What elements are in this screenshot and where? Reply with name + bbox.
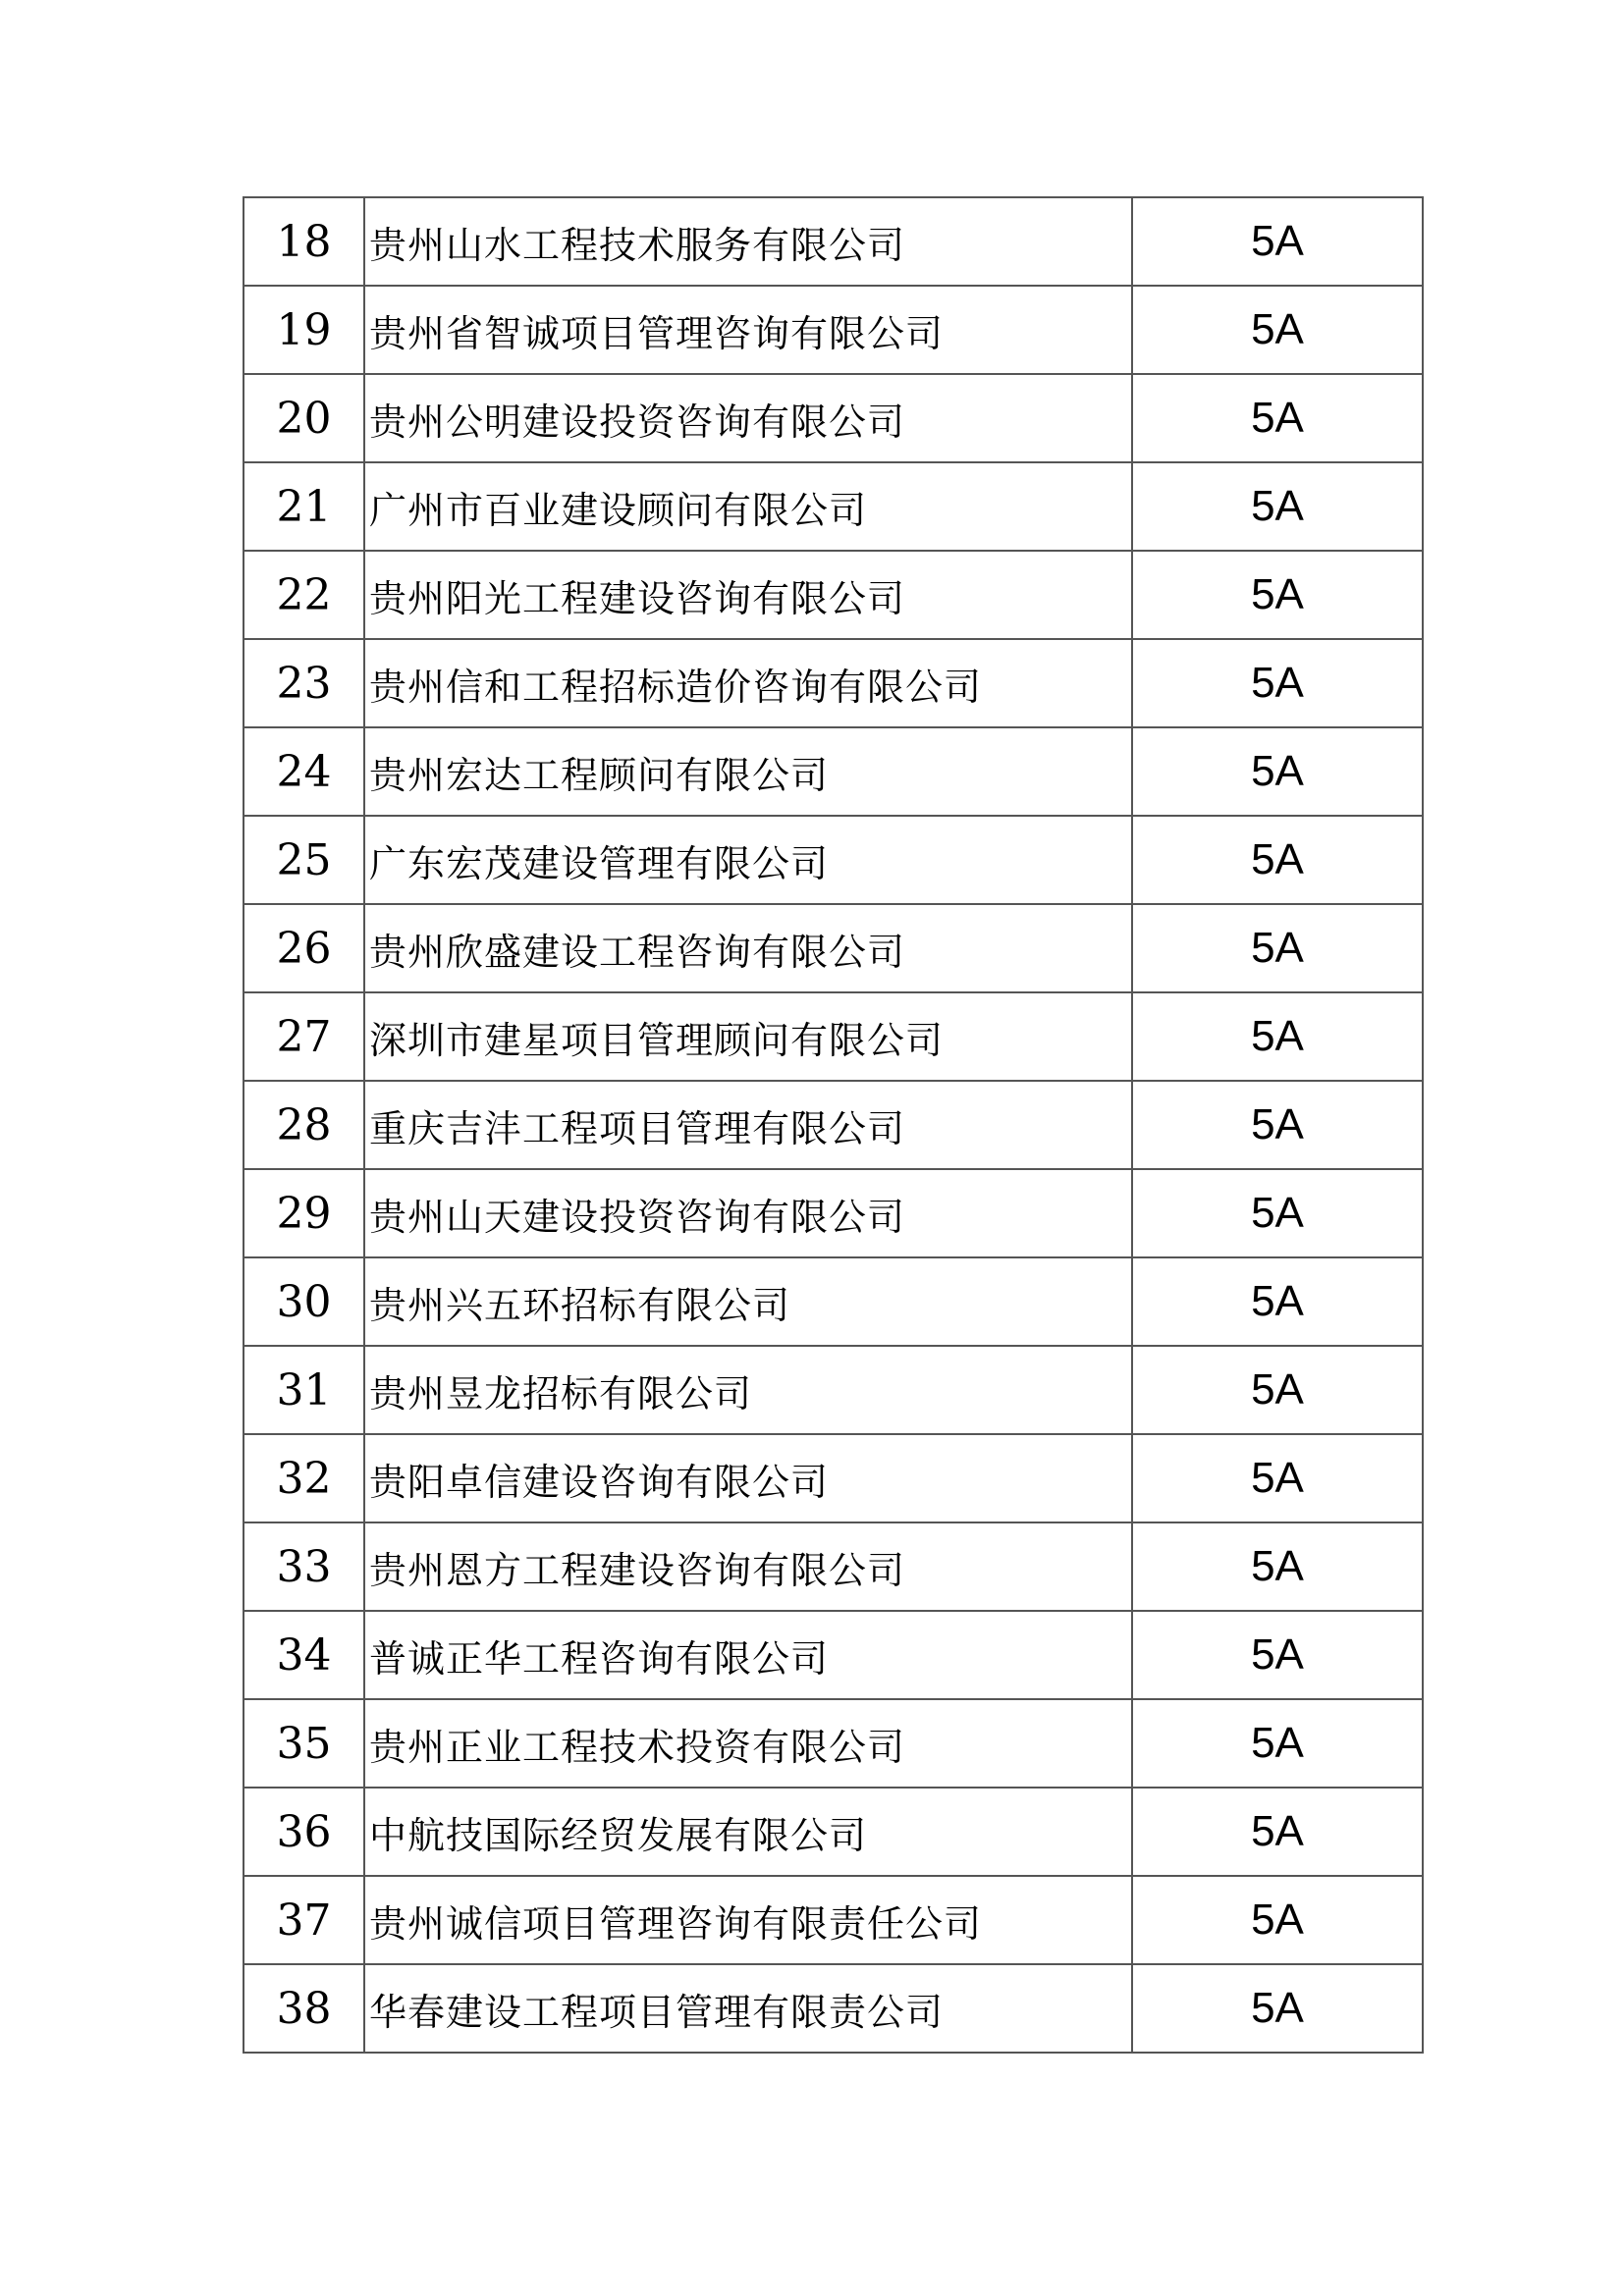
rating-grade: 5A <box>1132 1788 1423 1876</box>
company-name: 广东宏茂建设管理有限公司 <box>364 816 1132 904</box>
rating-grade: 5A <box>1132 1169 1423 1257</box>
company-name: 普诚正华工程咨询有限公司 <box>364 1611 1132 1699</box>
rating-grade: 5A <box>1132 551 1423 639</box>
company-name: 贵州山水工程技术服务有限公司 <box>364 197 1132 286</box>
company-name: 贵州信和工程招标造价咨询有限公司 <box>364 639 1132 727</box>
company-name: 贵州阳光工程建设咨询有限公司 <box>364 551 1132 639</box>
row-number: 37 <box>244 1876 364 1964</box>
table-row <box>244 462 1423 551</box>
table-row <box>244 1434 1423 1522</box>
row-number: 26 <box>244 904 364 992</box>
row-number: 36 <box>244 1788 364 1876</box>
row-number: 27 <box>244 992 364 1081</box>
table-row <box>244 374 1423 462</box>
table-row <box>244 904 1423 992</box>
row-number: 22 <box>244 551 364 639</box>
row-number: 18 <box>244 197 364 286</box>
rating-grade: 5A <box>1132 374 1423 462</box>
row-number: 29 <box>244 1169 364 1257</box>
rating-grade: 5A <box>1132 1346 1423 1434</box>
row-number: 20 <box>244 374 364 462</box>
rating-grade: 5A <box>1132 1434 1423 1522</box>
table-row <box>244 1522 1423 1611</box>
row-number: 33 <box>244 1522 364 1611</box>
company-name: 贵州昱龙招标有限公司 <box>364 1346 1132 1434</box>
row-number: 21 <box>244 462 364 551</box>
company-name: 贵州欣盛建设工程咨询有限公司 <box>364 904 1132 992</box>
rating-grade: 5A <box>1132 1964 1423 2053</box>
table-row <box>244 1346 1423 1434</box>
rating-grade: 5A <box>1132 462 1423 551</box>
table-row <box>244 992 1423 1081</box>
row-number: 23 <box>244 639 364 727</box>
row-number: 34 <box>244 1611 364 1699</box>
company-name: 深圳市建星项目管理顾问有限公司 <box>364 992 1132 1081</box>
rating-grade: 5A <box>1132 727 1423 816</box>
table-row <box>244 551 1423 639</box>
rating-grade: 5A <box>1132 639 1423 727</box>
company-name: 贵州省智诚项目管理咨询有限公司 <box>364 286 1132 374</box>
rating-grade: 5A <box>1132 1081 1423 1169</box>
company-name: 贵阳卓信建设咨询有限公司 <box>364 1434 1132 1522</box>
table-row <box>244 1788 1423 1876</box>
row-number: 31 <box>244 1346 364 1434</box>
row-number: 28 <box>244 1081 364 1169</box>
rating-grade: 5A <box>1132 1611 1423 1699</box>
table-row <box>244 1081 1423 1169</box>
company-rating-table <box>243 196 1424 2054</box>
table-row <box>244 1699 1423 1788</box>
row-number: 35 <box>244 1699 364 1788</box>
company-name: 贵州兴五环招标有限公司 <box>364 1257 1132 1346</box>
row-number: 19 <box>244 286 364 374</box>
company-name: 华春建设工程项目管理有限责公司 <box>364 1964 1132 2053</box>
company-name: 广州市百业建设顾问有限公司 <box>364 462 1132 551</box>
table-row <box>244 197 1423 286</box>
rating-table-body <box>244 197 1423 2053</box>
row-number: 30 <box>244 1257 364 1346</box>
company-name: 贵州正业工程技术投资有限公司 <box>364 1699 1132 1788</box>
company-name: 贵州公明建设投资咨询有限公司 <box>364 374 1132 462</box>
table-row <box>244 639 1423 727</box>
company-name: 贵州山天建设投资咨询有限公司 <box>364 1169 1132 1257</box>
rating-grade: 5A <box>1132 904 1423 992</box>
rating-grade: 5A <box>1132 1522 1423 1611</box>
table-row <box>244 286 1423 374</box>
table-row <box>244 1257 1423 1346</box>
company-name: 贵州宏达工程顾问有限公司 <box>364 727 1132 816</box>
row-number: 24 <box>244 727 364 816</box>
table-row <box>244 727 1423 816</box>
company-name: 中航技国际经贸发展有限公司 <box>364 1788 1132 1876</box>
rating-grade: 5A <box>1132 197 1423 286</box>
rating-grade: 5A <box>1132 1876 1423 1964</box>
table-row <box>244 1964 1423 2053</box>
rating-grade: 5A <box>1132 286 1423 374</box>
rating-grade: 5A <box>1132 1699 1423 1788</box>
company-name: 贵州恩方工程建设咨询有限公司 <box>364 1522 1132 1611</box>
table-row <box>244 816 1423 904</box>
company-name: 重庆吉沣工程项目管理有限公司 <box>364 1081 1132 1169</box>
table-row <box>244 1169 1423 1257</box>
table-row <box>244 1611 1423 1699</box>
row-number: 38 <box>244 1964 364 2053</box>
row-number: 25 <box>244 816 364 904</box>
row-number: 32 <box>244 1434 364 1522</box>
table-row <box>244 1876 1423 1964</box>
rating-grade: 5A <box>1132 992 1423 1081</box>
company-name: 贵州诚信项目管理咨询有限责任公司 <box>364 1876 1132 1964</box>
rating-grade: 5A <box>1132 816 1423 904</box>
rating-grade: 5A <box>1132 1257 1423 1346</box>
